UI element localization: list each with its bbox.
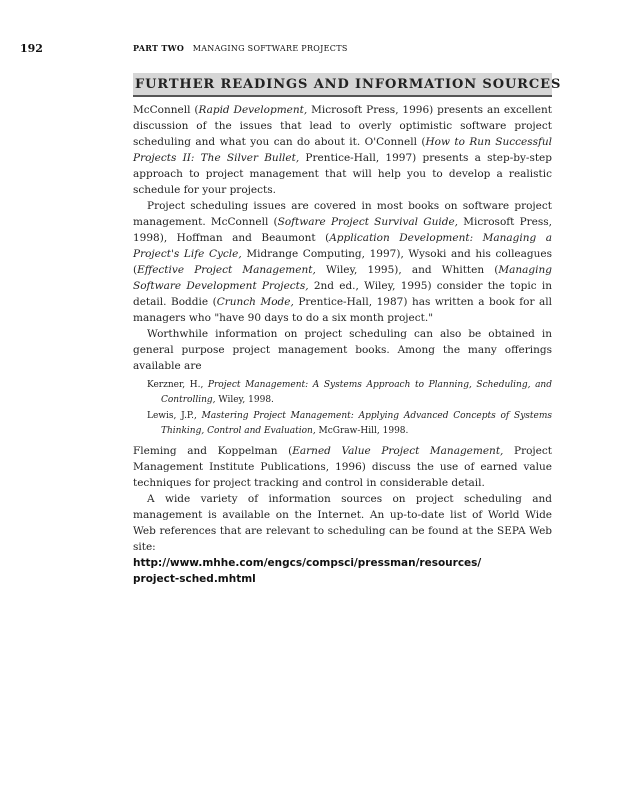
body-text	[133, 102, 552, 587]
paragraph-4	[133, 443, 552, 491]
ref-publisher: Wiley, 1998.	[215, 395, 274, 405]
book-title: Effective Project Management,	[137, 264, 316, 276]
section-heading-band	[133, 73, 562, 97]
text-run: Project scheduling issues are covered in most books on software project management. McConnell (	[133, 200, 552, 228]
ref-title: Project Management: A Systems Approach to Planning, Scheduling, and Controlling,	[161, 380, 552, 405]
text-run: McConnell (	[133, 104, 199, 116]
text-run: Prentice-Hall, 1987) has written a book for all managers who "have 90 days to do a six month project."	[133, 296, 553, 324]
book-title: How to Run Successful Projects II: The Silver Bullet,	[133, 136, 552, 164]
url-line-1[interactable]: http://www.mhhe.com/engcs/compsci/pressman/resources/	[133, 557, 482, 569]
part-number: PART TWO	[133, 43, 185, 53]
text-run: Microsoft Press, 1998), Hoffman and Beaumont (	[133, 216, 553, 244]
paragraph-1	[133, 102, 552, 198]
page-number: 192	[20, 42, 43, 55]
reference-item	[147, 378, 552, 408]
book-title: Earned Value Project Management,	[292, 445, 504, 457]
ref-publisher: McGraw-Hill, 1998.	[315, 426, 409, 436]
part-title: MANAGING SOFTWARE PROJECTS	[192, 44, 348, 53]
web-url[interactable]	[133, 555, 552, 587]
text-run: 2nd ed., Wiley, 1995) consider the topic in detail. Boddie (	[133, 280, 552, 308]
url-line-2[interactable]: project-sched.mhtml	[133, 573, 256, 585]
text-run: Prentice-Hall, 1997) presents a step-by-step approach to project management that will help you to develop a realistic schedule for your projects.	[133, 152, 552, 196]
paragraph-2	[133, 198, 552, 326]
book-title: Managing Software Development Projects,	[133, 264, 552, 292]
section-title: FURTHER READINGS AND INFORMATION SOURCES	[135, 77, 562, 92]
text-run: Wiley, 1995), and Whitten (	[315, 264, 499, 276]
text-run: Microsoft Press, 1996) presents an excellent discussion of the issues that lead to overly optimistic software project scheduling and what you can do about it. O'Connell (	[133, 104, 552, 148]
book-title: Software Project Survival Guide,	[277, 216, 458, 228]
ref-author: Lewis, J.P.,	[147, 411, 202, 421]
reference-item	[147, 409, 552, 439]
paragraph-3: Worthwhile information on project scheduling can also be obtained in general purpose project management books. Among the many offerings available are	[133, 328, 552, 372]
book-title: Crunch Mode,	[216, 296, 294, 308]
part-label	[133, 43, 348, 53]
reference-list	[133, 378, 552, 439]
text-run: Fleming and Koppelman (	[133, 445, 293, 457]
ref-author: Kerzner, H.,	[147, 380, 208, 390]
running-head	[20, 42, 620, 56]
text-run: Project Management Institute Publications, 1996) discuss the use of earned value techniques for project tracking and control in considerable detail.	[133, 445, 552, 489]
text-run: Midrange Computing, 1997), Wysoki and his colleagues (	[133, 248, 552, 276]
ref-title: Mastering Project Management: Applying Advanced Concepts of Systems Thinking, Control and Evaluation,	[161, 411, 553, 436]
book-title: Application Development: Managing a Project's Life Cycle,	[133, 232, 552, 260]
book-title: Rapid Development,	[198, 104, 308, 116]
paragraph-5: A wide variety of information sources on project scheduling and management is available on the Internet. An up-to-date list of World Wide Web references that are relevant to scheduling can be found at the SEPA Web site:	[133, 493, 552, 553]
